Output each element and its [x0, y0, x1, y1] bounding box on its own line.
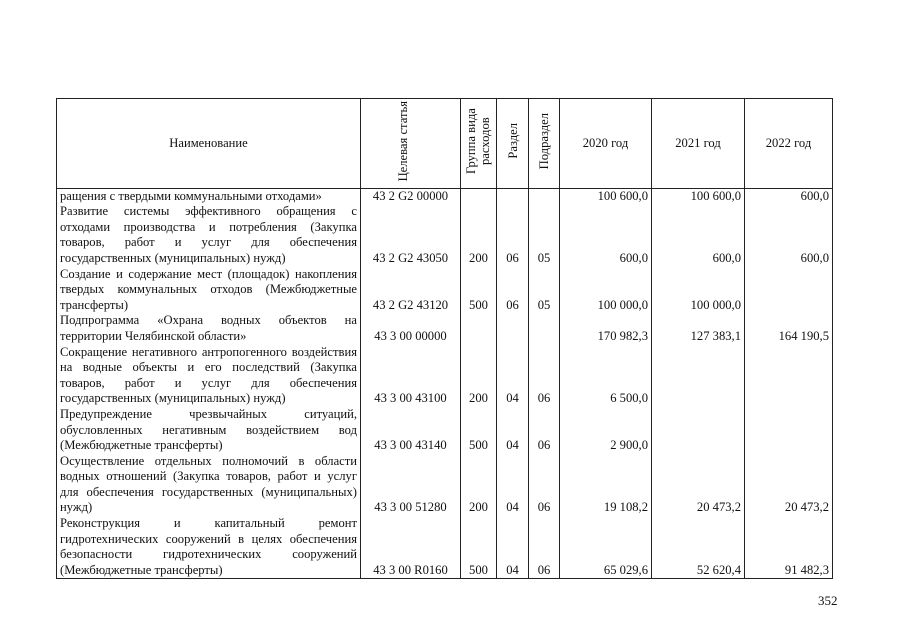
row-2021-value-cell: 100 600,0 — [652, 188, 745, 204]
row-target-article-cell: 43 3 00 43100 — [361, 345, 461, 407]
row-2022-value-cell — [745, 407, 833, 454]
row-target-article-cell: 43 3 00 00000 — [361, 313, 461, 344]
table-row — [57, 407, 833, 454]
row-2020-value-cell: 65 029,6 — [560, 516, 652, 579]
row-2022-value-cell — [745, 345, 833, 407]
header-2020: 2020 год — [560, 99, 652, 189]
header-name: Наименование — [57, 99, 361, 189]
row-2021-value-cell: 52 620,4 — [652, 516, 745, 579]
row-subsection-cell: 05 — [529, 267, 560, 314]
row-2020-value-cell: 600,0 — [560, 204, 652, 266]
row-name-cell: Реконструкция и капитальный ремонт гидротехнических сооружений в целях обеспечения безопасности гидротехнических сооружений (Межбюджетные трансферты) — [57, 516, 361, 579]
row-2020-value-cell: 6 500,0 — [560, 345, 652, 407]
row-2021-value-cell: 127 383,1 — [652, 313, 745, 344]
table-body — [57, 188, 833, 579]
row-2020-value-cell: 19 108,2 — [560, 454, 652, 516]
row-subsection-cell: 06 — [529, 345, 560, 407]
row-expense-group-cell — [461, 188, 497, 204]
row-subsection-cell — [529, 313, 560, 344]
row-2021-value-cell — [652, 407, 745, 454]
row-expense-group-cell: 500 — [461, 516, 497, 579]
row-2022-value-cell: 91 482,3 — [745, 516, 833, 579]
row-section-cell — [497, 313, 529, 344]
row-section-cell: 04 — [497, 407, 529, 454]
row-2020-value-cell: 100 600,0 — [560, 188, 652, 204]
row-name-cell: Осуществление отдельных полномочий в области водных отношений (Закупка товаров, работ и услуг для обеспечения государственных (муниципальных) нужд) — [57, 454, 361, 516]
header-2022: 2022 год — [745, 99, 833, 189]
row-2022-value-cell: 164 190,5 — [745, 313, 833, 344]
header-subsection: Подраздел — [529, 99, 560, 189]
row-2021-value-cell: 100 000,0 — [652, 267, 745, 314]
row-target-article-cell: 43 3 00 R0160 — [361, 516, 461, 579]
table-row — [57, 204, 833, 266]
header-section: Раздел — [497, 99, 529, 189]
header-expense-group: Группа вида расходов — [461, 99, 497, 189]
row-section-cell: 04 — [497, 516, 529, 579]
row-expense-group-cell: 200 — [461, 345, 497, 407]
row-name-cell: Создание и содержание мест (площадок) накопления твердых коммунальных отходов (Межбюджетные трансферты) — [57, 267, 361, 314]
header-target-article: Целевая статья — [361, 99, 461, 189]
page-number: 352 — [818, 593, 838, 608]
row-name-cell: Развитие системы эффективного обращения с отходами производства и потребления (Закупка товаров, работ и услуг для обеспечения государственных (муниципальных) нужд) — [57, 204, 361, 266]
header-2021: 2021 год — [652, 99, 745, 189]
row-2022-value-cell: 20 473,2 — [745, 454, 833, 516]
row-name-cell: Сокращение негативного антропогенного воздействия на водные объекты и его последствий (Закупка товаров, работ и услуг для обеспечения государственных (муниципальных) нужд) — [57, 345, 361, 407]
row-expense-group-cell: 200 — [461, 204, 497, 266]
row-name-cell: ращения с твердыми коммунальными отходами» — [57, 188, 361, 204]
row-subsection-cell: 06 — [529, 454, 560, 516]
row-target-article-cell: 43 2 G2 00000 — [361, 188, 461, 204]
row-target-article-cell: 43 2 G2 43050 — [361, 204, 461, 266]
row-expense-group-cell — [461, 313, 497, 344]
row-2022-value-cell — [745, 267, 833, 314]
row-section-cell: 04 — [497, 345, 529, 407]
row-expense-group-cell: 500 — [461, 407, 497, 454]
row-subsection-cell — [529, 188, 560, 204]
row-section-cell: 04 — [497, 454, 529, 516]
table-row — [57, 454, 833, 516]
table-header-row — [57, 99, 833, 189]
row-subsection-cell: 06 — [529, 407, 560, 454]
row-target-article-cell: 43 2 G2 43120 — [361, 267, 461, 314]
budget-table — [56, 98, 833, 579]
row-2022-value-cell: 600,0 — [745, 204, 833, 266]
row-2021-value-cell — [652, 345, 745, 407]
table-row — [57, 516, 833, 579]
row-2021-value-cell: 600,0 — [652, 204, 745, 266]
table-row — [57, 345, 833, 407]
row-expense-group-cell: 500 — [461, 267, 497, 314]
row-section-cell: 06 — [497, 267, 529, 314]
row-target-article-cell: 43 3 00 43140 — [361, 407, 461, 454]
row-2020-value-cell: 100 000,0 — [560, 267, 652, 314]
row-2020-value-cell: 2 900,0 — [560, 407, 652, 454]
row-2020-value-cell: 170 982,3 — [560, 313, 652, 344]
row-subsection-cell: 06 — [529, 516, 560, 579]
table-row — [57, 188, 833, 204]
table-row — [57, 267, 833, 314]
row-2022-value-cell: 600,0 — [745, 188, 833, 204]
row-2021-value-cell: 20 473,2 — [652, 454, 745, 516]
row-expense-group-cell: 200 — [461, 454, 497, 516]
row-target-article-cell: 43 3 00 51280 — [361, 454, 461, 516]
row-subsection-cell: 05 — [529, 204, 560, 266]
row-name-cell: Подпрограмма «Охрана водных объектов на территории Челябинской области» — [57, 313, 361, 344]
row-section-cell: 06 — [497, 204, 529, 266]
row-section-cell — [497, 188, 529, 204]
table-row — [57, 313, 833, 344]
row-name-cell: Предупреждение чрезвычайных ситуаций, обусловленных негативным воздействием вод (Межбюджетные трансферты) — [57, 407, 361, 454]
